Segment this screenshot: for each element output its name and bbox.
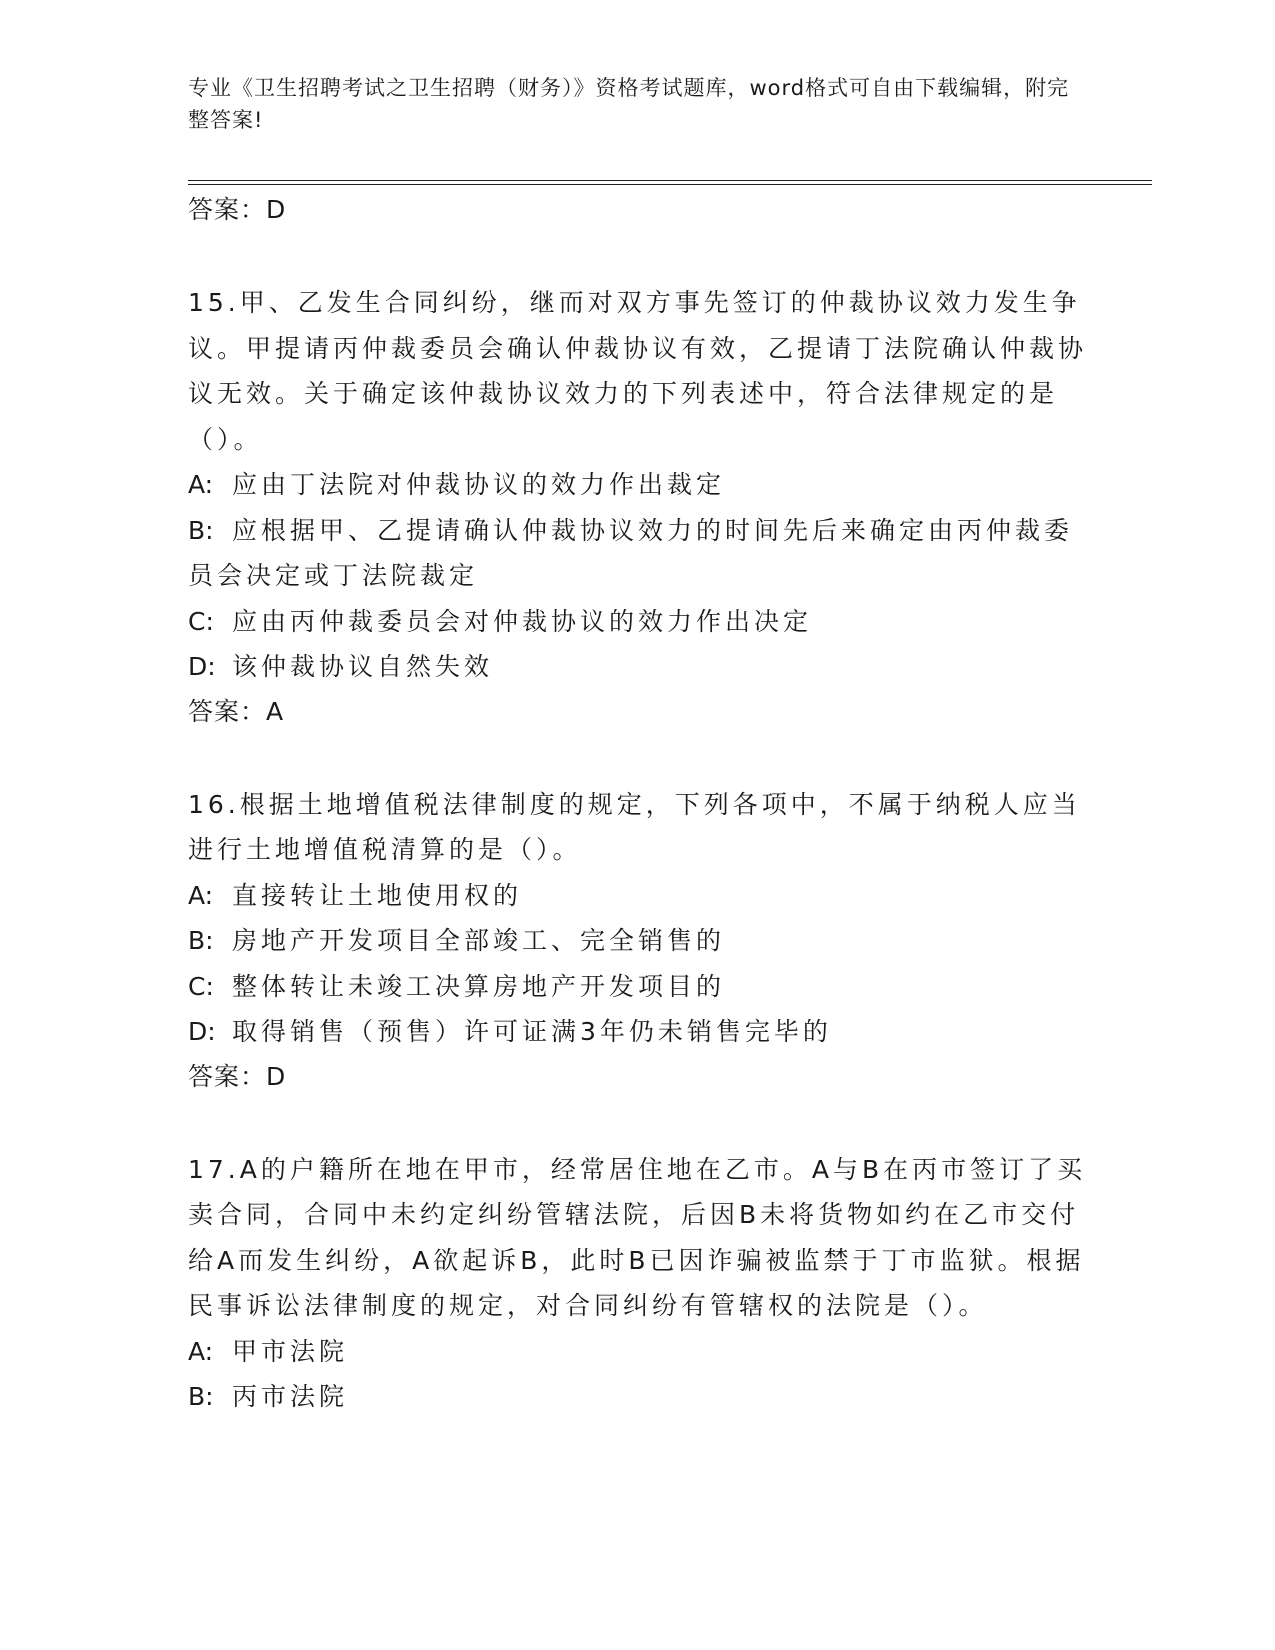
question-text: 16.根据土地增值税法律制度的规定，下列各项中，不属于纳税人应当进行土地增值税清算的是（）。 xyxy=(188,789,1081,864)
option-key: D: xyxy=(188,1017,216,1046)
answer-line: 答案：D xyxy=(188,195,287,224)
spacer xyxy=(188,1099,1088,1147)
option-b xyxy=(188,1374,1088,1420)
option-text: 直接转让土地使用权的 xyxy=(232,880,523,910)
option-text: 整体转让未竣工决算房地产开发项目的 xyxy=(232,971,726,1001)
spacer xyxy=(188,734,1088,782)
option-text: 取得销售（预售）许可证满3年仍未销售完毕的 xyxy=(232,1017,832,1046)
option-a xyxy=(188,462,1088,508)
answer-line: 答案：A xyxy=(188,696,285,726)
option-text: 应由丁法院对仲裁协议的效力作出裁定 xyxy=(232,470,726,499)
option-d xyxy=(188,644,1088,690)
option-a xyxy=(188,1329,1088,1375)
option-a xyxy=(188,873,1088,919)
option-b xyxy=(188,508,1088,599)
header-divider-top xyxy=(188,180,1152,181)
document-header xyxy=(188,72,1088,136)
header-title: 专业《卫生招聘考试之卫生招聘（财务）》资格考试题库，word格式可自由下载编辑，附完整答案! xyxy=(188,76,1070,132)
option-key: D: xyxy=(188,652,216,681)
option-key: C: xyxy=(188,971,214,1001)
option-key: A: xyxy=(188,470,214,499)
answer-line: 答案：D xyxy=(188,1061,287,1091)
option-key: C: xyxy=(188,606,214,636)
question-list xyxy=(188,188,1088,1420)
question-block xyxy=(188,1147,1088,1420)
option-key: B: xyxy=(188,926,214,955)
spacer xyxy=(188,232,1088,280)
question-block xyxy=(188,280,1088,734)
option-c xyxy=(188,964,1088,1010)
option-text: 应根据甲、乙提请确认仲裁协议效力的时间先后来确定由丙仲裁委员会决定或丁法院裁定 xyxy=(188,515,1074,590)
option-b xyxy=(188,918,1088,964)
option-text: 应由丙仲裁委员会对仲裁协议的效力作出决定 xyxy=(232,606,813,636)
option-text: 该仲裁协议自然失效 xyxy=(232,652,494,681)
question-text: 17.A的户籍所在地在甲市，经常居住地在乙市。A与B在丙市签订了买卖合同，合同中未约定纠纷管辖法院，后因B未将货物如约在乙市交付给A而发生纠纷，A欲起诉B，此时B已因诈骗被监禁于丁市监狱。根据民事诉讼法律制度的规定，对合同纠纷有管辖权的法院是（）。 xyxy=(188,1154,1087,1320)
option-key: B: xyxy=(188,515,214,545)
option-c xyxy=(188,599,1088,645)
option-key: A: xyxy=(188,1336,214,1366)
option-key: A: xyxy=(188,880,214,910)
header-divider-bottom xyxy=(188,184,1152,185)
question-text: 15.甲、乙发生合同纠纷，继而对双方事先签订的仲裁协议效力发生争议。甲提请丙仲裁委员会确认仲裁协议有效，乙提请丁法院确认仲裁协议无效。关于确定该仲裁协议效力的下列表述中，符合法律规定的是（）。 xyxy=(188,288,1088,454)
option-key: B: xyxy=(188,1382,214,1411)
option-text: 房地产开发项目全部竣工、完全销售的 xyxy=(232,926,726,955)
question-block xyxy=(188,782,1088,1099)
option-text: 甲市法院 xyxy=(232,1336,349,1366)
option-text: 丙市法院 xyxy=(232,1382,349,1411)
option-d xyxy=(188,1009,1088,1055)
